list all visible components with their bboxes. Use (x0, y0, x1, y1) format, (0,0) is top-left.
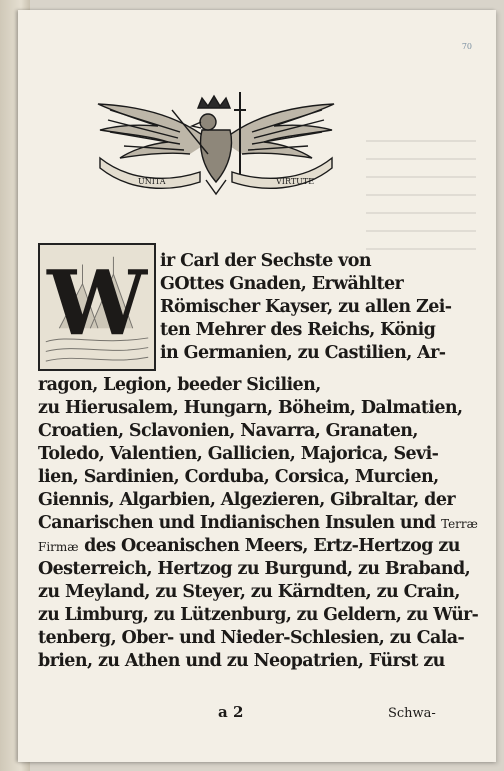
decorated-initial (38, 243, 156, 371)
text-line-16: zu Limburg, zu Lützenburg, zu Geldern, zu Wür- (38, 605, 479, 625)
text-line-7: zu Hierusalem, Hungarn, Böheim, Dalmatien, (38, 398, 463, 418)
text-line-1: ir Carl der Sechste von (160, 251, 371, 271)
firmae-roman: Firmæ (38, 540, 79, 554)
text-line-12 (38, 512, 478, 535)
imperial-eagle-emblem (80, 86, 352, 196)
text-line-6: ragon, Legion, beeder Sicilien, (38, 375, 321, 395)
text-line-3: Römischer Kayser, zu allen Zei- (160, 297, 452, 317)
banner-right-text: VIRTUTE (276, 177, 315, 186)
text-line-10: lien, Sardinien, Corduba, Corsica, Murcien, (38, 467, 439, 487)
banner-left-text: UNITA (138, 177, 166, 186)
text-line-13-main: des Oceanischen Meers, Ertz-Hertzog zu (84, 536, 460, 556)
text-line-2: GOttes Gnaden, Erwählter (160, 274, 404, 294)
text-line-5: in Germanien, zu Castilien, Ar- (160, 343, 446, 363)
corner-page-mark: 70 (461, 42, 472, 51)
text-line-15: zu Meyland, zu Steyer, zu Kärndten, zu Crain, (38, 582, 460, 602)
text-line-17: tenberg, Ober- und Nieder-Schlesien, zu Cala- (38, 628, 465, 648)
initial-letter: W (47, 251, 147, 356)
text-line-11: Giennis, Algarbien, Algezieren, Gibraltar, der (38, 490, 455, 510)
text-line-13 (38, 535, 460, 558)
text-line-18: brien, zu Athen und zu Neopatrien, Fürst zu (38, 651, 445, 671)
text-line-4: ten Mehrer des Reichs, König (160, 320, 436, 340)
signature-mark: a 2 (218, 703, 244, 721)
text-line-12-main: Canarischen und Indianischen Insulen und (38, 513, 436, 533)
text-line-9: Toledo, Valentien, Gallicien, Majorica, Sevi- (38, 444, 439, 464)
text-line-14: Oesterreich, Hertzog zu Burgund, zu Braband, (38, 559, 471, 579)
terrae-roman: Terræ (441, 517, 478, 531)
show-through-text (366, 130, 476, 250)
text-line-8: Croatien, Sclavonien, Navarra, Granaten, (38, 421, 418, 441)
catchword: Schwa- (388, 706, 436, 721)
